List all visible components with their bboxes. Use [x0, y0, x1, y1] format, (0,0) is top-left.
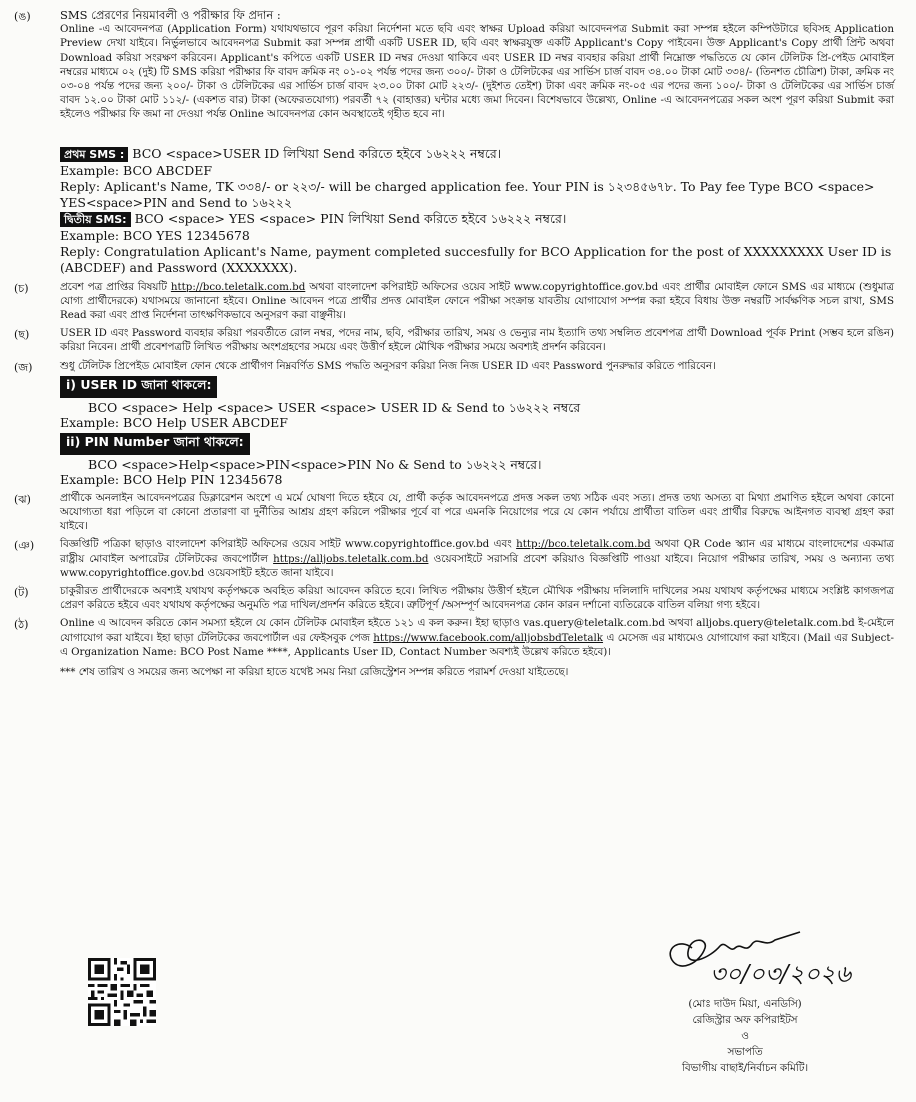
section-body: প্রার্থীকে অনলাইন আবেদনপত্রের ডিক্লারেশন অংশে এ মর্মে ঘোষণা দিতে হইবে যে, প্রার্থী কর্তৃক আবেদনপত্রে প্রদত্ত সকল তথ্য সঠিক এবং সত্য। প্রদত্ত তথ্য অসত্য বা মিথ্যা প্রমাণিত হইলে অথবা কোনো অযোগ্যতা ধরা পড়িলে বা কোনো প্রতারণা বা দুর্নীতির আশ্রয় গ্রহণ করিলে পরীক্ষার পূর্বে বা পরে এমনকি নিয়োগের পরে যে কোন পর্যায়ে প্রার্থীতা বাতিল এবং প্রার্থীর বিরুদ্ধে আইনগত ব্যবস্থা গ্রহণ করা যাইবে। [60, 491, 894, 533]
section-ja [14, 359, 894, 487]
userid-sms-text: BCO <space> Help <space> USER <space> USER ID & Send to ১৬২২২ নম্বরে [88, 399, 581, 415]
signatory-title: সভাপতি [727, 1046, 763, 1058]
first-sms-example: Example: BCO ABCDEF [60, 162, 213, 178]
signatory-conjunction: ও [741, 1030, 749, 1042]
section-nya [14, 537, 895, 580]
section-marker: (ঠ) [14, 618, 29, 632]
section-marker: (ছ) [14, 328, 30, 342]
facebook-link[interactable]: https://www.facebook.com/alljobsbdTeletalk [373, 631, 604, 644]
pin-known-label: ii) PIN Number জানা থাকলে: [60, 433, 250, 455]
section-tha [14, 616, 894, 659]
first-sms-label: প্রথম SMS : [60, 147, 128, 162]
section-text: ওয়েবসাইটে সরাসরি প্রবেশ করিয়াও বিজ্ঞপ্তিটি পাওয়া যাইবে। নিয়োগ পরীক্ষার তারিখ, সময় ও অন্যান্য তথ্য www.copyrightoffice.gov.bd ওয়েবসাইট হইতে জানা যাইবে। [60, 552, 894, 579]
handwritten-date: ৩০/০৩/২০২৬ [710, 960, 852, 988]
section-body: USER ID এবং Password ব্যবহার করিয়া পরবর্তীতে রোল নম্বর, পদের নাম, ছবি, পরীক্ষার তারিখ, সময় ও ভেন্যুর নাম ইত্যাদি তথ্য সম্বলিত প্রবেশপত্র প্রার্থী Download পূর্বক Print (সম্ভব হলে রঙিন) করিয়া নিবেন। প্রার্থী প্রবেশপত্রটি লিখিত পরীক্ষায় অংশগ্রহণের সময়ে এবং উত্তীর্ণ হইলে মৌখিক পরীক্ষার সময়ে অবশ্যই প্রদর্শন করিবেন। [60, 327, 894, 354]
signatory-name: (মোঃ দাউদ মিয়া, এনডিসি) [688, 998, 802, 1010]
section-jha [14, 491, 894, 534]
section-heading: SMS প্রেরণের নিয়মাবলী ও পরীক্ষার ফি প্রদান : [60, 8, 281, 22]
second-sms-reply: Reply: Congratulation Aplicant's Name, payment completed succesfully for BCO Application for the post of XXXXXXXXX User ID is (ABCDEF) and Password (XXXXXXX). [60, 243, 892, 275]
userid-known-label: i) USER ID জানা থাকলে: [60, 376, 217, 398]
section-marker: (ঝ) [14, 492, 31, 506]
userid-example: Example: BCO Help USER ABCDEF [60, 414, 288, 430]
deadline-note: *** শেষ তারিখ ও সময়ের জন্য অপেক্ষা না করিয়া হাতে যথেষ্ট সময় নিয়া রেজিস্ট্রেশন সম্পন্ন করিতে পরামর্শ দেওয়া যাইতেছে। [60, 666, 569, 679]
section-text: অথবা বাংলাদেশ কপিরাইট অফিসের ওয়েব সাইট www.copyrightoffice.gov.bd এবং প্রার্থীর মোবাইল ফোনে SMS এর মাধ্যমে (শুধুমাত্র যোগ্য প্রার্থীদেরকে) যথাসময়ে জানানো হইবে। Online আবেদন পত্রে প্রার্থীর প্রদত্ত মোবাইল ফোনে পরীক্ষা সংক্রান্ত যাবতীয় যোগাযোগ সম্পন্ন করা হইবে বিধায় উক্ত নম্বরটি সার্বক্ষণিক সচল রাখা, SMS Read করা এবং প্রাপ্ত নির্দেশনা তাৎক্ষণিকভাবে অনুসরণ করা বাঞ্ছনীয়। [60, 280, 894, 322]
second-sms-text: BCO <space> YES <space> PIN লিখিয়া Send করিতে হইবে ১৬২২২ নম্বরে। [134, 210, 567, 226]
teletalk-link[interactable]: http://bco.teletalk.com.bd [170, 280, 306, 293]
section-body: শুধু টেলিটক প্রিপেইড মোবাইল ফোন থেকে প্রার্থীগণ নিম্নবর্ণিত SMS পদ্ধতি অনুসরণ করিয়া নিজ নিজ USER ID এবং Password পুনরুদ্ধার করিতে পারিবেন। [60, 359, 716, 372]
second-sms-example: Example: BCO YES 12345678 [60, 227, 250, 243]
signatory-title: রেজিস্ট্রার অফ কপিরাইটস [692, 1014, 798, 1026]
section-nga [14, 8, 894, 122]
section-cha [14, 280, 894, 323]
section-chha [14, 326, 894, 354]
section-marker: (জ) [14, 360, 33, 374]
teletalk-link[interactable]: http://bco.teletalk.com.bd [516, 538, 651, 551]
section-text: প্রবেশ পত্র প্রাপ্তির বিষয়টি [60, 280, 167, 293]
pin-example: Example: BCO Help PIN 12345678 [60, 471, 283, 487]
section-text: অথবা QR Code স্ক্যান এর মাধ্যমে বাংলাদেশের একমাত্র রাষ্ট্রীয় মোবাইল অপারেটর টেলিটকের জবপোর্টাল [60, 538, 895, 565]
first-sms-reply: Reply: Aplicant's Name, TK ৩৩৪/- or ২২৩/- will be charged application fee. Your PIN is ১২৩৪৫৬৭৮. To Pay fee Type BCO <space> YES<space>PIN and Send to ১৬২২২ [60, 178, 875, 210]
pin-sms-text: BCO <space>Help<space>PIN<space>PIN No & Send to ১৬২২২ নম্বরে। [88, 456, 542, 472]
section-text: Online এ আবেদন করিতে কোন সমস্যা হইলে যে কোন টেলিটক মোবাইল হইতে ১২১ এ কল করুন। ইহা ছাড়াও vas.query@teletalk.com.bd অথবা alljobs.query@teletalk.com.bd ই-মেইলে যোগাযোগ করা যাইবে। ইহা ছাড়া টেলিটকের জবপোর্টাল এর ফেইসবুক পেজ [60, 617, 894, 644]
handwritten-signature-icon [650, 918, 890, 998]
section-marker: (ঙ) [14, 10, 31, 23]
alljobs-link[interactable]: https://alljobs.teletalk.com.bd [273, 552, 429, 565]
qr-code-icon[interactable] [88, 958, 156, 1026]
second-sms-label: দ্বিতীয় SMS: [60, 212, 131, 227]
section-text: এ মেসেজ এর মাধ্যমেও যোগাযোগ করা যাইবে। (Mail এর Subject-এ Organization Name: BCO Post Name ****, Applicants User ID, Contact Number অবশ্যই উল্লেখ করিতে হইবে)। [60, 631, 894, 658]
section-ta [14, 584, 894, 612]
signatory-title: বিভাগীয় বাছাই/নির্বাচন কমিটি। [681, 1062, 809, 1074]
sms-instructions [60, 146, 894, 276]
section-marker: (চ) [14, 281, 29, 295]
section-marker: (ট) [14, 586, 29, 600]
section-text: বিজ্ঞপ্তিটি পত্রিকা ছাড়াও বাংলাদেশ কপিরাইট অফিসের ওয়েব সাইট www.copyrightoffice.gov.bd এবং [60, 538, 512, 551]
section-body: চাকুরীরত প্রার্থীদেরকে অবশ্যই যথাযথ কর্তৃপক্ষকে অবহিত করিয়া আবেদন করিতে হবে। লিখিত পরীক্ষায় উত্তীর্ণ হইলে মৌখিক পরীক্ষায় দলিলাদি দাখিলের সময় যথাযথ কর্তৃপক্ষের মাধ্যমে সংশ্লিষ্ট কাগজপত্র প্রেরণ করিতে হইবে এবং যথাযথ কর্তৃপক্ষের অনুমতি পত্র দাখিল/প্রদর্শন করিতে হইবে। ত্রুটিপূর্ণ /অসম্পূর্ণ আবেদনপত্র কোন কারন দর্শানো ব্যতিরেকে বাতিল বলিয়া গণ্য হইবে। [60, 585, 894, 612]
section-marker: (ঞ) [14, 539, 35, 553]
first-sms-text: BCO <space>USER ID লিখিয়া Send করিতে হইবে ১৬২২২ নম্বরে। [132, 145, 502, 161]
section-body: Online -এ আবেদনপত্র (Application Form) যথাযথভাবে পূরণ করিয়া নির্দেশনা মতে ছবি এবং স্বাক্ষর Upload করিয়া আবেদনপত্র Submit করা সম্পন্ন হইলে কম্পিউটারে ছবিসহ Application Preview দেখা যাইবে। নির্ভুলভাবে আবেদনপত্র Submit করা সম্পন্ন প্রার্থী একটি USER ID, ছবি এবং স্বাক্ষরযুক্ত একটি Applicant's Copy পাইবেন। উক্ত Applicant's Copy প্রার্থী প্রিন্ট অথবা Download করিয়া সংরক্ষণ করিবেন। Applicant's কপিতে একটি USER ID নম্বর দেওয়া থাকিবে এবং USER ID নম্বর ব্যবহার করিয়া প্রার্থী নিম্নোক্ত পদ্ধতিতে যে কোন টেলিটক প্রি-পেইড মোবাইল নম্বরের মাধ্যমে ০২ (দুই) টি SMS করিয়া পরীক্ষার ফি বাবদ ক্রমিক নং ০১-০২ পর্যন্ত পদের জন্য ৩০০/- টাকা ও টেলিটকের এর সার্ভিস চার্জ বাবদ ৩৪.০০ টাকা মোট ৩৩৪/- (তিনশত চৌত্রিশ) টাকা, ক্রমিক নং ০৩-০৪ পর্যন্ত পদের জন্য ২০০/- টাকা ও টেলিটকের এর সার্ভিস চার্জ বাবদ ২৩.০০ টাকা মোট ২২৩/- (দুইশত তেইশ) টাকা এবং ক্রমিক নং-০৫ এর পদের জন্য ১০০/- টাকা ও টেলিটকের এর সার্ভিস চার্জ বাবদ ১২.০০ টাকা মোট ১১২/- (একশত বার) টাকা (অফেরতযোগ্য) পরবর্তী ৭২ (বাহাত্তর) ঘন্টার মধ্যে জমা দিবেন। বিশেষভাবে উল্লেখ্য, Online -এ আবেদনপত্রের সকল অংশ পূরণ করিয়া Submit করা হইলেও পরীক্ষার ফি জমা না দেওয়া পর্যন্ত Online আবেদনপত্র কোন অবস্থাতেই গৃহীত হবে না। [60, 23, 894, 121]
